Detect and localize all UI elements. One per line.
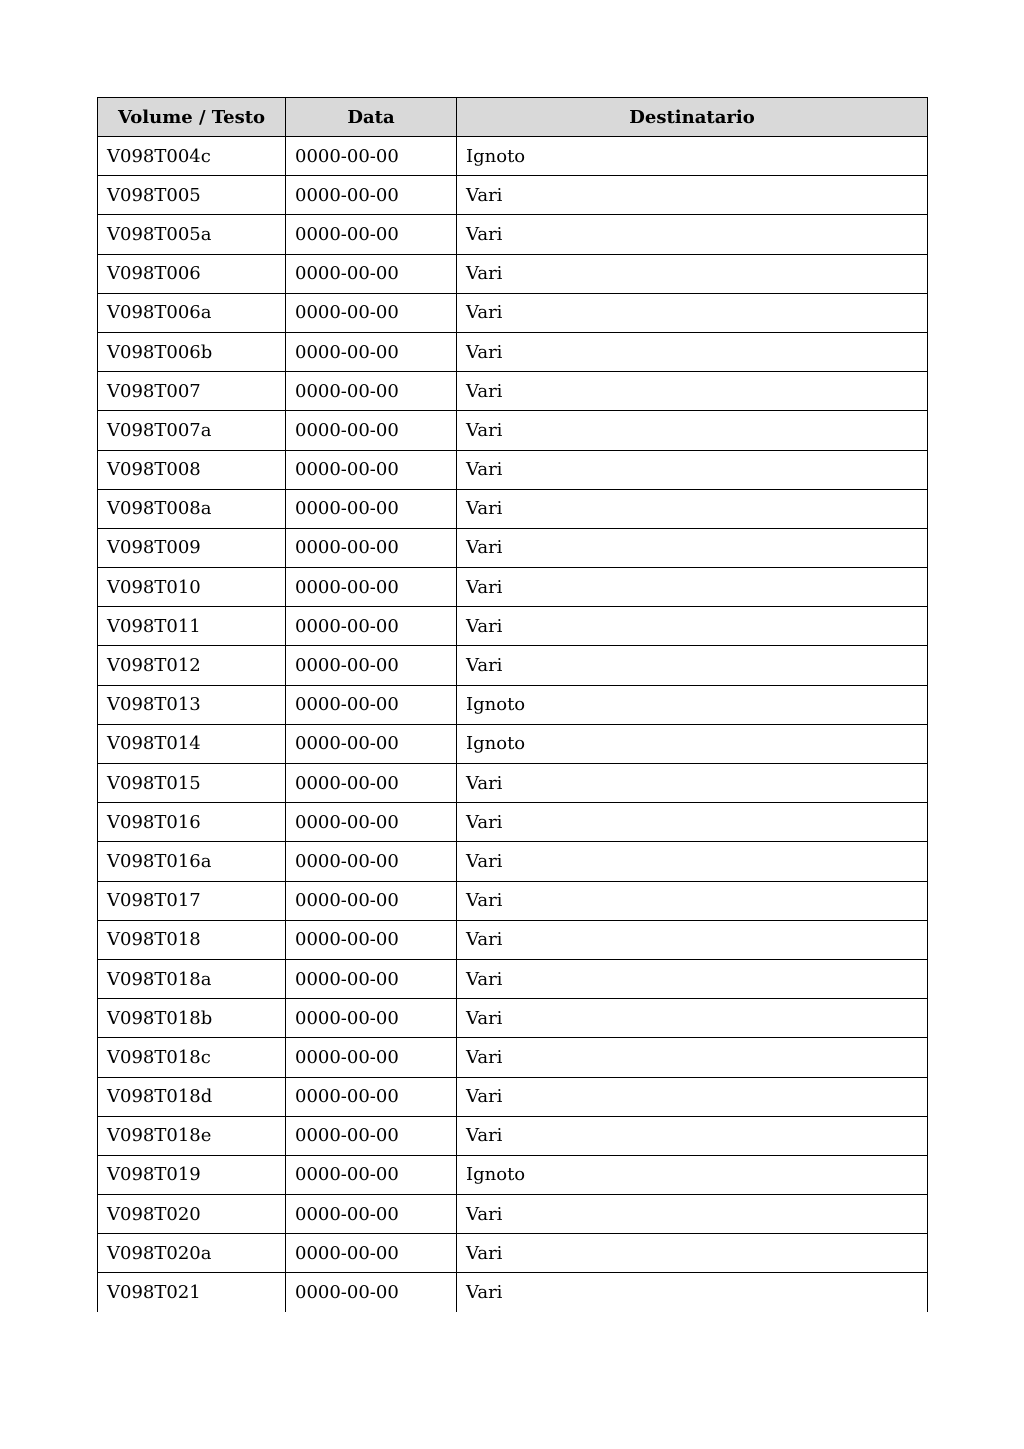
table-row [98,215,928,254]
table-row [98,1195,928,1234]
cell-destinatario: Vari [457,332,928,371]
cell-destinatario: Vari [457,764,928,803]
cell-destinatario: Vari [457,959,928,998]
cell-destinatario: Ignoto [457,137,928,176]
table-row [98,332,928,371]
table-row [98,1155,928,1194]
table-row [98,881,928,920]
cell-destinatario: Ignoto [457,724,928,763]
table-row [98,489,928,528]
cell-destinatario: Vari [457,646,928,685]
cell-volume-testo: V098T016 [98,803,286,842]
cell-volume-testo: V098T013 [98,685,286,724]
cell-data: 0000-00-00 [286,1155,457,1194]
table-row [98,254,928,293]
table-row [98,999,928,1038]
cell-destinatario: Vari [457,607,928,646]
cell-volume-testo: V098T016a [98,842,286,881]
cell-volume-testo: V098T015 [98,764,286,803]
table-row [98,724,928,763]
table-row [98,1038,928,1077]
cell-data: 0000-00-00 [286,999,457,1038]
cell-volume-testo: V098T019 [98,1155,286,1194]
cell-destinatario: Vari [457,450,928,489]
cell-data: 0000-00-00 [286,1234,457,1273]
cell-data: 0000-00-00 [286,803,457,842]
cell-destinatario: Vari [457,1195,928,1234]
cell-volume-testo: V098T018b [98,999,286,1038]
cell-data: 0000-00-00 [286,1195,457,1234]
table-row [98,1234,928,1273]
cell-destinatario: Vari [457,999,928,1038]
cell-destinatario: Ignoto [457,685,928,724]
cell-destinatario: Vari [457,1273,928,1312]
cell-destinatario: Vari [457,489,928,528]
cell-volume-testo: V098T005a [98,215,286,254]
column-header-data: Data [286,98,457,137]
table-row [98,842,928,881]
cell-data: 0000-00-00 [286,881,457,920]
cell-volume-testo: V098T018d [98,1077,286,1116]
cell-data: 0000-00-00 [286,372,457,411]
cell-volume-testo: V098T018 [98,920,286,959]
cell-data: 0000-00-00 [286,176,457,215]
cell-volume-testo: V098T005 [98,176,286,215]
cell-volume-testo: V098T010 [98,568,286,607]
table-row [98,528,928,567]
cell-volume-testo: V098T009 [98,528,286,567]
cell-volume-testo: V098T018c [98,1038,286,1077]
letters-table [97,97,928,1312]
table-body [98,137,928,1313]
cell-destinatario: Vari [457,568,928,607]
table-row [98,176,928,215]
table-row [98,137,928,176]
table-row [98,568,928,607]
cell-data: 0000-00-00 [286,1077,457,1116]
cell-data: 0000-00-00 [286,646,457,685]
cell-volume-testo: V098T008a [98,489,286,528]
cell-data: 0000-00-00 [286,254,457,293]
cell-destinatario: Vari [457,254,928,293]
column-header-volume-testo: Volume / Testo [98,98,286,137]
cell-volume-testo: V098T020a [98,1234,286,1273]
cell-data: 0000-00-00 [286,1038,457,1077]
cell-volume-testo: V098T017 [98,881,286,920]
table-row [98,372,928,411]
cell-data: 0000-00-00 [286,685,457,724]
table-row [98,450,928,489]
cell-volume-testo: V098T018e [98,1116,286,1155]
cell-data: 0000-00-00 [286,920,457,959]
cell-data: 0000-00-00 [286,959,457,998]
cell-destinatario: Vari [457,528,928,567]
cell-data: 0000-00-00 [286,764,457,803]
cell-volume-testo: V098T004c [98,137,286,176]
cell-volume-testo: V098T018a [98,959,286,998]
cell-data: 0000-00-00 [286,528,457,567]
cell-destinatario: Vari [457,176,928,215]
cell-volume-testo: V098T006a [98,293,286,332]
cell-destinatario: Vari [457,411,928,450]
cell-data: 0000-00-00 [286,137,457,176]
cell-destinatario: Vari [457,881,928,920]
cell-volume-testo: V098T007a [98,411,286,450]
table-row [98,1116,928,1155]
table-row [98,646,928,685]
table-row [98,1077,928,1116]
cell-data: 0000-00-00 [286,293,457,332]
cell-volume-testo: V098T021 [98,1273,286,1312]
cell-destinatario: Vari [457,215,928,254]
cell-destinatario: Vari [457,293,928,332]
cell-volume-testo: V098T007 [98,372,286,411]
cell-data: 0000-00-00 [286,411,457,450]
cell-data: 0000-00-00 [286,607,457,646]
cell-data: 0000-00-00 [286,724,457,763]
cell-data: 0000-00-00 [286,215,457,254]
table-row [98,293,928,332]
cell-data: 0000-00-00 [286,332,457,371]
header-row [98,98,928,137]
cell-destinatario: Vari [457,1234,928,1273]
cell-data: 0000-00-00 [286,568,457,607]
cell-volume-testo: V098T012 [98,646,286,685]
cell-destinatario: Vari [457,1116,928,1155]
cell-volume-testo: V098T006 [98,254,286,293]
cell-volume-testo: V098T020 [98,1195,286,1234]
table-row [98,764,928,803]
cell-data: 0000-00-00 [286,1116,457,1155]
cell-destinatario: Vari [457,1038,928,1077]
cell-destinatario: Ignoto [457,1155,928,1194]
table-row [98,1273,928,1312]
cell-data: 0000-00-00 [286,1273,457,1312]
cell-destinatario: Vari [457,842,928,881]
table-row [98,803,928,842]
cell-data: 0000-00-00 [286,842,457,881]
cell-volume-testo: V098T006b [98,332,286,371]
cell-destinatario: Vari [457,1077,928,1116]
cell-volume-testo: V098T011 [98,607,286,646]
cell-volume-testo: V098T008 [98,450,286,489]
table-row [98,411,928,450]
table-row [98,685,928,724]
cell-destinatario: Vari [457,920,928,959]
cell-volume-testo: V098T014 [98,724,286,763]
cell-destinatario: Vari [457,372,928,411]
cell-destinatario: Vari [457,803,928,842]
column-header-destinatario: Destinatario [457,98,928,137]
table-row [98,959,928,998]
table-row [98,920,928,959]
table-header [98,98,928,137]
cell-data: 0000-00-00 [286,450,457,489]
table-row [98,607,928,646]
cell-data: 0000-00-00 [286,489,457,528]
